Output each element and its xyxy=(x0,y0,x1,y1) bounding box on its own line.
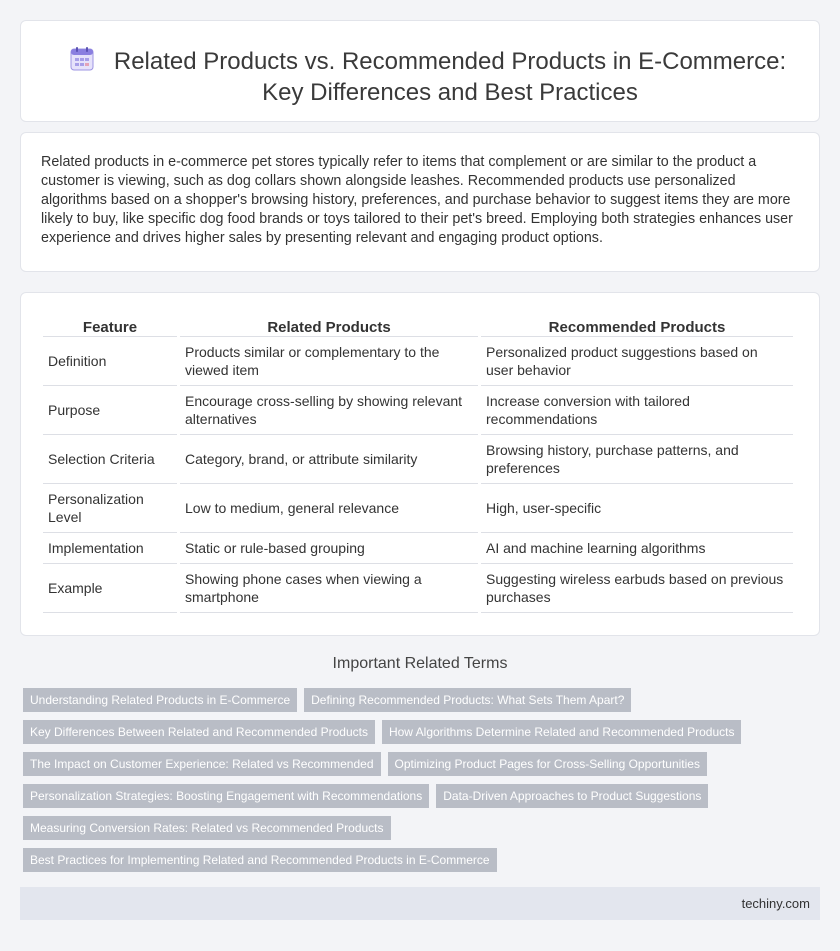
table-cell: Browsing history, purchase patterns, and preferences xyxy=(481,435,793,484)
table-row xyxy=(43,337,793,386)
table-cell: Increase conversion with tailored recommendations xyxy=(481,386,793,435)
term-tag[interactable]: Measuring Conversion Rates: Related vs Recommended Products xyxy=(23,816,391,840)
intro-paragraph: Related products in e-commerce pet stores typically refer to items that complement or are similar to the product a customer is viewing, such as dog collars shown alongside leashes. Recommended products use personalized algorithms based on a shopper's browsing history, preferences, and purchase behavior to suggest items they are more likely to buy, like specific dog food brands or toys tailored to their pet's breed. Employing both strategies enhances user experience and drives higher sales by presenting relevant and engaging product options. xyxy=(41,154,793,246)
table-row xyxy=(43,564,793,613)
table-cell: Products similar or complementary to the viewed item xyxy=(180,337,478,386)
table-cell: Static or rule-based grouping xyxy=(180,533,478,564)
table-cell: High, user-specific xyxy=(481,484,793,533)
table-row xyxy=(43,533,793,564)
table-cell: Purpose xyxy=(43,386,177,435)
table-cell: Category, brand, or attribute similarity xyxy=(180,435,478,484)
table-cell: Definition xyxy=(43,337,177,386)
table-cell: Low to medium, general relevance xyxy=(180,484,478,533)
footer xyxy=(20,887,820,920)
title-card xyxy=(20,20,820,122)
table-row xyxy=(43,435,793,484)
term-tag[interactable]: Personalization Strategies: Boosting Engagement with Recommendations xyxy=(23,784,429,808)
intro-card xyxy=(20,132,820,272)
column-header-feature: Feature xyxy=(43,315,177,337)
term-tag[interactable]: Best Practices for Implementing Related and Recommended Products in E-Commerce xyxy=(23,848,497,872)
table-cell: Selection Criteria xyxy=(43,435,177,484)
table-row xyxy=(43,484,793,533)
column-header-recommended: Recommended Products xyxy=(481,315,793,337)
term-tag[interactable]: Optimizing Product Pages for Cross-Selling Opportunities xyxy=(388,752,707,776)
term-tag[interactable]: The Impact on Customer Experience: Related vs Recommended xyxy=(23,752,381,776)
table-row xyxy=(43,386,793,435)
table-header-row xyxy=(43,315,793,337)
table-cell: Example xyxy=(43,564,177,613)
comparison-card xyxy=(20,292,820,636)
comparison-table xyxy=(40,315,796,613)
table-cell: Personalized product suggestions based on user behavior xyxy=(481,337,793,386)
table-cell: Implementation xyxy=(43,533,177,564)
term-tag[interactable]: Key Differences Between Related and Recommended Products xyxy=(23,720,375,744)
term-tag[interactable]: How Algorithms Determine Related and Recommended Products xyxy=(382,720,742,744)
related-terms-list xyxy=(23,688,823,880)
related-terms-heading: Important Related Terms xyxy=(332,655,508,672)
table-cell: Personalization Level xyxy=(43,484,177,533)
page-title: Related Products vs. Recommended Products in E-Commerce: Key Differences and Best Practices xyxy=(113,48,787,106)
document-icon xyxy=(69,46,95,72)
table-cell: AI and machine learning algorithms xyxy=(481,533,793,564)
term-tag[interactable]: Defining Recommended Products: What Sets Them Apart? xyxy=(304,688,631,712)
table-cell: Suggesting wireless earbuds based on previous purchases xyxy=(481,564,793,613)
footer-site-link[interactable]: techiny.com xyxy=(741,896,810,911)
table-cell: Showing phone cases when viewing a smartphone xyxy=(180,564,478,613)
term-tag[interactable]: Understanding Related Products in E-Commerce xyxy=(23,688,297,712)
term-tag[interactable]: Data-Driven Approaches to Product Suggestions xyxy=(436,784,708,808)
table-cell: Encourage cross-selling by showing relevant alternatives xyxy=(180,386,478,435)
column-header-related: Related Products xyxy=(180,315,478,337)
